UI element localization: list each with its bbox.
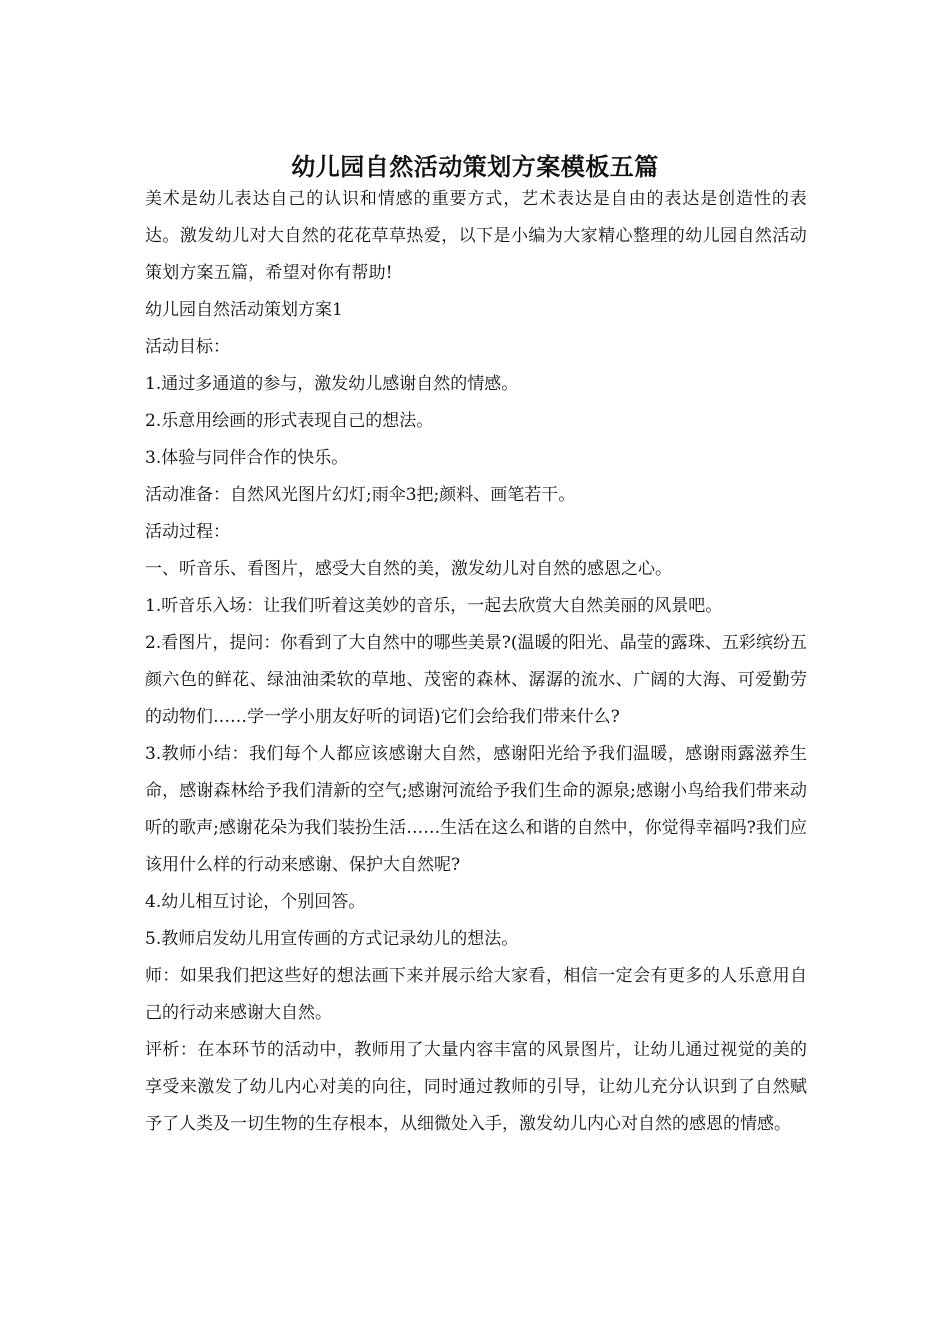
activity-goals-label: 活动目标： [145,337,230,357]
goal-item: 1.通过多通道的参与，激发幼儿感谢自然的情感。 [145,374,519,394]
commentary-paragraph: 评析：在本环节的活动中，教师用了大量内容丰富的风景图片，让幼儿通过视觉的美的享受来激发了幼儿内心对美的向往，同时通过教师的引导，让幼儿充分认识到了自然赋予了人类及一切生物的生存根本，从细微处入手，激发幼儿内心对自然的感恩的情感。 [145,1040,807,1134]
process-item: 2.看图片，提问：你看到了大自然中的哪些美景?(温暖的阳光、晶莹的露珠、五彩缤纷五颜六色的鲜花、绿油油柔软的草地、茂密的森林、潺潺的流水、广阔的大海、可爱勤劳的动物们……学一学小朋友好听的词语)它们会给我们带来什么? [145,633,807,727]
process-item: 5.教师启发幼儿用宣传画的方式记录幼儿的想法。 [145,929,519,949]
intro-paragraph: 美术是幼儿表达自己的认识和情感的重要方式，艺术表达是自由的表达是创造性的表达。激发幼儿对大自然的花花草草热爱，以下是小编为大家精心整理的幼儿园自然活动策划方案五篇，希望对你有帮助! [145,189,807,283]
activity-process-label: 活动过程： [145,522,230,542]
section-heading: 幼儿园自然活动策划方案1 [145,300,343,320]
process-item: 4.幼儿相互讨论，个别回答。 [145,892,366,912]
document-body [145,181,807,1143]
process-step-heading: 一、听音乐、看图片，感受大自然的美，激发幼儿对自然的感恩之心。 [145,559,672,579]
goal-item: 3.体验与同伴合作的快乐。 [145,448,349,468]
goal-item: 2.乐意用绘画的形式表现自己的想法。 [145,411,434,431]
process-item: 3.教师小结：我们每个人都应该感谢大自然，感谢阳光给予我们温暖，感谢雨露滋养生命，感谢森林给予我们清新的空气;感谢河流给予我们生命的源泉;感谢小鸟给我们带来动听的歌声;感谢花朵为我们装扮生活……生活在这么和谐的自然中，你觉得幸福吗?我们应该用什么样的行动来感谢、保护大自然呢? [145,744,807,875]
teacher-remark: 师：如果我们把这些好的想法画下来并展示给大家看，相信一定会有更多的人乐意用自己的行动来感谢大自然。 [145,966,807,1023]
process-item: 1.听音乐入场：让我们听着这美妙的音乐，一起去欣赏大自然美丽的风景吧。 [145,596,723,616]
activity-preparation: 活动准备：自然风光图片幻灯;雨伞3把;颜料、画笔若干。 [145,485,576,505]
document-title: 幼儿园自然活动策划方案模板五篇 [291,153,659,182]
